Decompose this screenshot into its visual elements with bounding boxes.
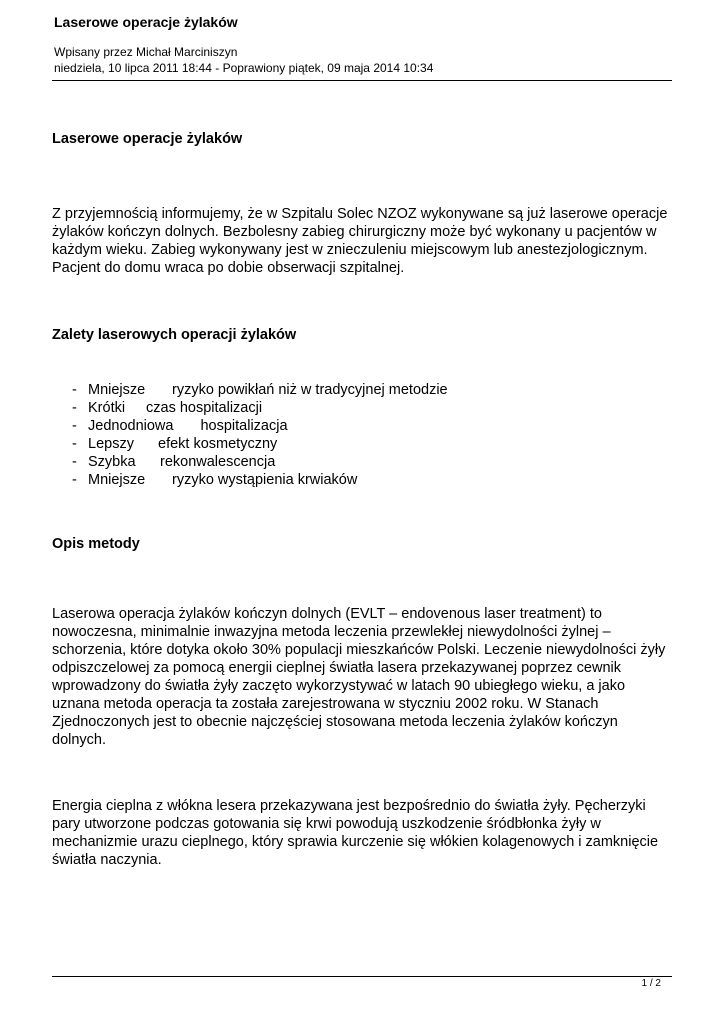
- article-body: [52, 130, 672, 869]
- list-item: - Mniejsze ryzyko powikłań niż w tradycyjnej metodzie: [72, 382, 448, 398]
- document-title: Laserowe operacje żylaków: [54, 14, 238, 30]
- list-item: - Mniejsze ryzyko wystąpienia krwiaków: [72, 472, 358, 488]
- benefits-heading: Zalety laserowych operacji żylaków: [52, 327, 297, 343]
- main-heading: Laserowe operacje żylaków: [52, 131, 243, 147]
- page-number: 1 / 2: [641, 978, 661, 989]
- article-meta: [54, 44, 674, 76]
- header-divider: [52, 80, 672, 81]
- list-item: - Szybka rekonwalescencja: [72, 454, 276, 470]
- list-item: - Jednodniowa hospitalizacja: [72, 418, 288, 434]
- author-line: Wpisany przez Michał Marciniszyn: [54, 45, 238, 59]
- method-paragraph: Laserowa operacja żylaków kończyn dolnych (EVLT – endovenous laser treatment) to nowoczesna, minimalnie inwazyjna metoda leczenia przewlekłej niewydolności żylnej – schorzenia, które dotyka około 30% populacji mieszkańców Polski. Leczenie niewydolności żyły odpiszczelowej za pomocą energii cieplnej światła lasera przekazywanej poprzez cewnik wprowadzony do światła żyły zaczęto wykorzystywać w latach 90 ubiegłego wieku, a jako uznana metoda operacja ta została zarejestrowana w styczniu 2002 roku. W Stanach Zjednoczonych jest to obecnie najczęściej stosowana metoda leczenia żylaków kończyn dolnych.: [52, 606, 666, 748]
- list-item: - Lepszy efekt kosmetyczny: [72, 436, 278, 452]
- list-item: - Krótki czas hospitalizacji: [72, 400, 263, 416]
- method-heading: Opis metody: [52, 536, 140, 552]
- date-line: niedziela, 10 lipca 2011 18:44 - Poprawiony piątek, 09 maja 2014 10:34: [54, 61, 434, 75]
- footer-divider: [52, 976, 672, 977]
- intro-paragraph: Z przyjemnością informujemy, że w Szpitalu Solec NZOZ wykonywane są już laserowe operacje żylaków kończyn dolnych. Bezbolesny zabieg chirurgiczny może być wykonany u pacjentów w każdym wieku. Zabieg wykonywany jest w znieczuleniu miejscowym lub anestezjologicznym. Pacjent do domu wraca po dobie obserwacji szpitalnej.: [52, 206, 668, 276]
- page-header: [54, 14, 674, 76]
- benefits-list: [52, 381, 672, 489]
- method-paragraph: Energia cieplna z włókna lesera przekazywana jest bezpośrednio do światła żyły. Pęcherzyki pary utworzone podczas gotowania się krwi powodują uszkodzenie śródbłonka żyły w mechanizmie urazu cieplnego, który sprawia kurczenie się włókien kolagenowych i zamknięcie światła naczynia.: [52, 798, 659, 868]
